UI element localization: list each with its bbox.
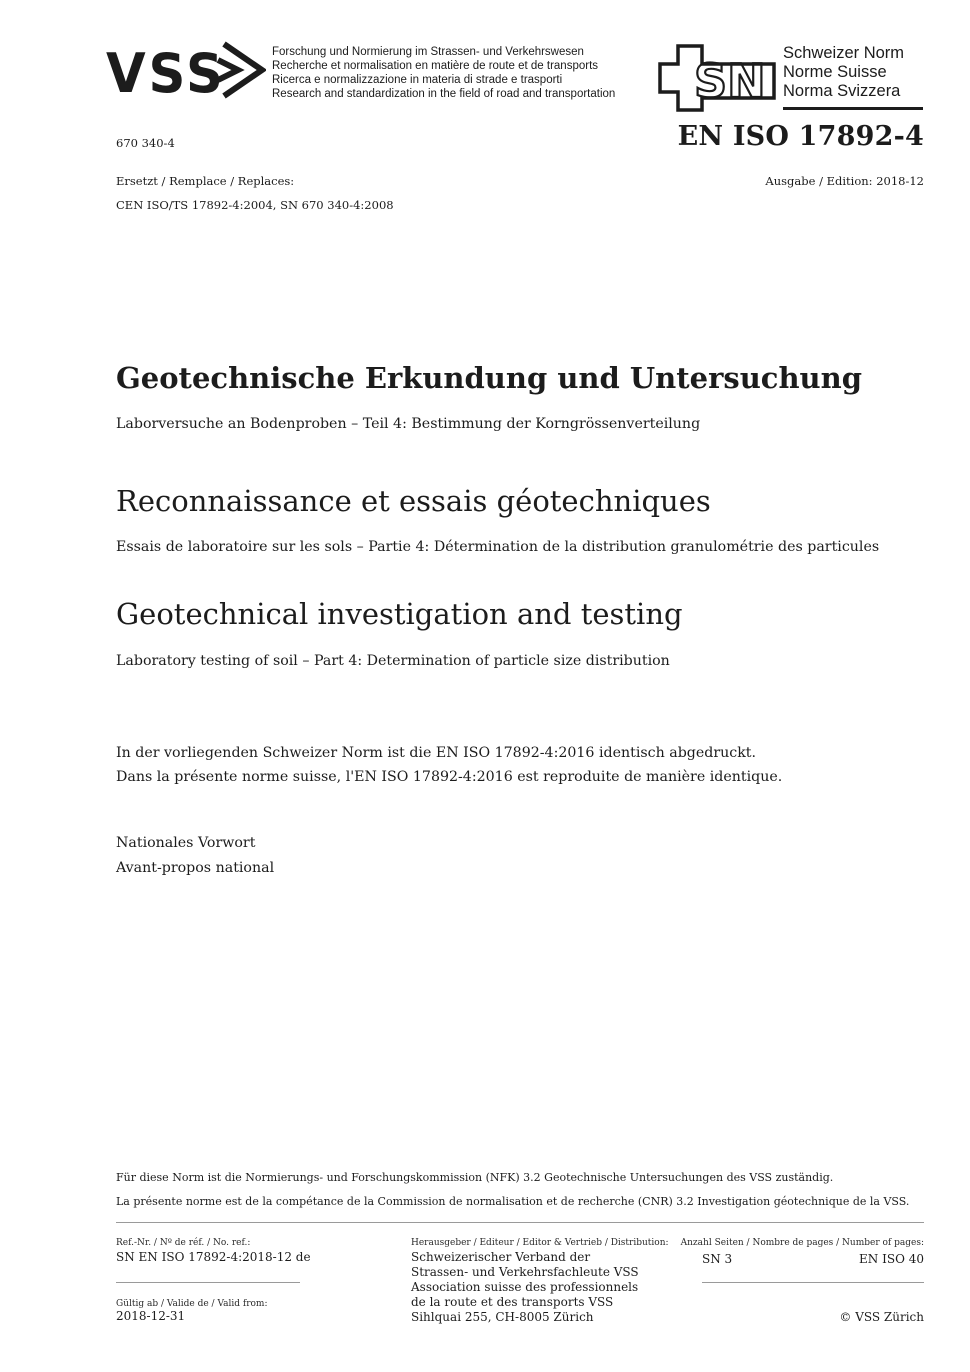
publisher-address	[411, 1250, 639, 1325]
title-fr: Reconnaissance et essais géotechniques	[116, 484, 711, 518]
valid-label: Gültig ab / Valide de / Valid from:	[116, 1299, 268, 1309]
identity-note-de: In der vorliegenden Schweizer Norm ist die EN ISO 17892-4:2016 identisch abgedruckt.	[116, 745, 757, 761]
copyright: © VSS Zürich	[839, 1310, 924, 1324]
valid-value: 2018-12-31	[116, 1309, 186, 1323]
edition: Ausgabe / Edition: 2018-12	[765, 174, 924, 188]
commission-de: Für diese Norm ist die Normierungs- und Forschungskommission (NFK) 3.2 Geotechnische Untersuchungen des VSS zuständig.	[116, 1171, 834, 1184]
title-en: Geotechnical investigation and testing	[116, 597, 683, 631]
pages-en: EN ISO 40	[859, 1252, 924, 1266]
swiss-norm-names	[783, 44, 904, 101]
sn-logo-letters: SN	[694, 54, 766, 108]
pages-label: Anzahl Seiten / Nombre de pages / Number of pages:	[680, 1238, 924, 1248]
ref-value: SN EN ISO 17892-4:2018-12 de	[116, 1250, 311, 1264]
sn-name-de: Schweizer Norm	[783, 44, 905, 62]
vss-logo-wordmark: VSS	[106, 42, 226, 100]
vss-tagline-line: Ricerca e normalizzazione in materia di strade e trasporti	[272, 74, 563, 86]
vss-tagline-line: Research and standardization in the field of road and transportation	[272, 88, 616, 100]
vss-logo	[106, 40, 266, 104]
vss-tagline-line: Forschung und Normierung im Strassen- und Verkehrswesen	[272, 46, 584, 58]
pages-sn: SN 3	[702, 1252, 733, 1266]
identity-note-fr: Dans la présente norme suisse, l'EN ISO 17892-4:2016 est reproduite de manière identique.	[116, 769, 783, 785]
swiss-cross-sn-icon	[656, 43, 778, 113]
header-rule	[783, 107, 923, 110]
ref-underline	[116, 1282, 300, 1283]
publisher-line: de la route et des transports VSS	[411, 1295, 614, 1309]
title-de: Geotechnische Erkundung und Untersuchung	[116, 361, 862, 395]
foreword-fr: Avant-propos national	[116, 860, 275, 876]
publisher-line: Sihlquai 255, CH-8005 Zürich	[411, 1310, 594, 1324]
sn-name-fr: Norme Suisse	[783, 63, 887, 81]
commission-fr: La présente norme est de la compétance de la Commission de normalisation et de recherche (CNR) 3.2 Investigation géotechnique de la VSS.	[116, 1195, 910, 1208]
subtitle-fr: Essais de laboratoire sur les sols – Partie 4: Détermination de la distribution granulométrie des particules	[116, 539, 880, 555]
vss-tagline-line: Recherche et normalisation en matière de route et de transports	[272, 60, 599, 72]
vss-tagline	[272, 45, 615, 101]
vss-logo-graphic	[106, 40, 266, 100]
sn-name-it: Norma Svizzera	[783, 82, 901, 100]
ref-label: Ref.-Nr. / Nº de réf. / No. ref.:	[116, 1238, 251, 1248]
standard-title: EN ISO 17892-4	[677, 121, 924, 152]
doc-number: 670 340-4	[116, 136, 175, 150]
subtitle-en: Laboratory testing of soil – Part 4: Determination of particle size distribution	[116, 653, 670, 669]
footer-divider	[116, 1222, 924, 1223]
publisher-line: Association suisse des professionnels	[411, 1280, 639, 1294]
replaces-label: Ersetzt / Remplace / Replaces:	[116, 174, 295, 188]
publisher-line: Schweizerischer Verband der	[411, 1250, 591, 1264]
publisher-label: Herausgeber / Editeur / Editor & Vertrieb / Distribution:	[411, 1238, 669, 1248]
foreword-de: Nationales Vorwort	[116, 835, 256, 851]
pages-underline	[702, 1282, 924, 1283]
subtitle-de: Laborversuche an Bodenproben – Teil 4: Bestimmung der Korngrössenverteilung	[116, 416, 701, 432]
replaces-value: CEN ISO/TS 17892-4:2004, SN 670 340-4:2008	[116, 198, 394, 212]
swiss-norm-logo	[656, 43, 778, 117]
publisher-line: Strassen- und Verkehrsfachleute VSS	[411, 1265, 639, 1279]
